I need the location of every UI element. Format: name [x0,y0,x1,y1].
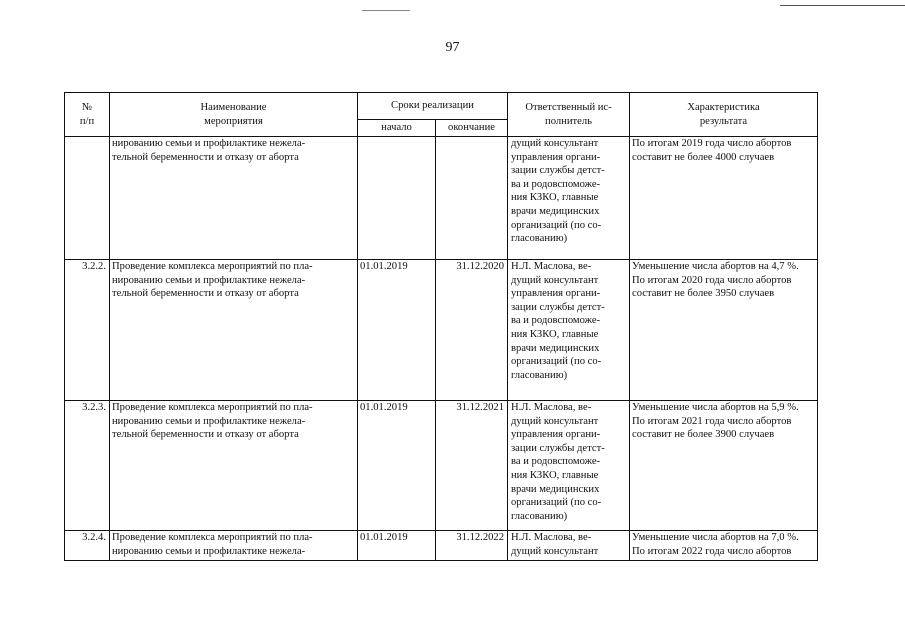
row-responsible: дущий консультант управления органи- зации службы детст- ва и родовспоможе- ния КЗКО, главные врачи медицинских организаций (по со- гласованию) [508,137,630,260]
header-responsible: Ответственный ис- полнитель [508,93,630,137]
header-row [65,93,818,120]
page-number: 97 [445,40,460,55]
row-result: Уменьшение числа абортов на 4,7 %. По итогам 2020 года число абортов составит не более 3950 случаев [630,260,818,401]
row-name: нированию семьи и профилактике нежела- тельной беременности и отказу от аборта [110,137,358,260]
row-num: 3.2.3. [65,401,110,531]
row-result: По итогам 2019 года число абортов составит не более 4000 случаев [630,137,818,260]
top-rule [780,5,905,6]
row-start: 01.01.2019 [358,531,436,561]
top-rule-short [362,10,410,11]
header-result: Характеристика результата [630,93,818,137]
row-end: 31.12.2020 [436,260,508,401]
row-responsible: Н.Л. Маслова, ве- дущий консультант управления органи- зации службы детст- ва и родовспоможе- ния КЗКО, главные врачи медицинских организаций (по со- гласованию) [508,401,630,531]
table-row [65,531,818,561]
row-responsible: Н.Л. Маслова, ве- дущий консультант управления органи- зации службы детст- ва и родовспоможе- ния КЗКО, главные врачи медицинских организаций (по со- гласованию) [508,260,630,401]
row-end: 31.12.2022 [436,531,508,561]
header-num: № п/п [65,93,110,137]
activities-table [64,92,818,561]
table-row [65,137,818,260]
row-responsible: Н.Л. Маслова, ве- дущий консультант [508,531,630,561]
header-start: начало [358,120,436,137]
row-end [436,137,508,260]
row-start: 01.01.2019 [358,260,436,401]
row-result: Уменьшение числа абортов на 5,9 %. По итогам 2021 года число абортов составит не более 3900 случаев [630,401,818,531]
row-num: 3.2.4. [65,531,110,561]
table-row [65,260,818,401]
row-result: Уменьшение числа абортов на 7,0 %. По итогам 2022 года число абортов [630,531,818,561]
row-start: 01.01.2019 [358,401,436,531]
row-name: Проведение комплекса мероприятий по пла- нированию семьи и профилактике нежела- тельной беременности и отказу от аборта [110,401,358,531]
row-num [65,137,110,260]
header-end: окончание [436,120,508,137]
row-num: 3.2.2. [65,260,110,401]
row-name: Проведение комплекса мероприятий по пла- нированию семьи и профилактике нежела- [110,531,358,561]
header-name: Наименование мероприятия [110,93,358,137]
table-row [65,401,818,531]
row-end: 31.12.2021 [436,401,508,531]
header-dates: Сроки реализации [358,93,508,120]
row-start [358,137,436,260]
row-name: Проведение комплекса мероприятий по пла- нированию семьи и профилактике нежела- тельной беременности и отказу от аборта [110,260,358,401]
